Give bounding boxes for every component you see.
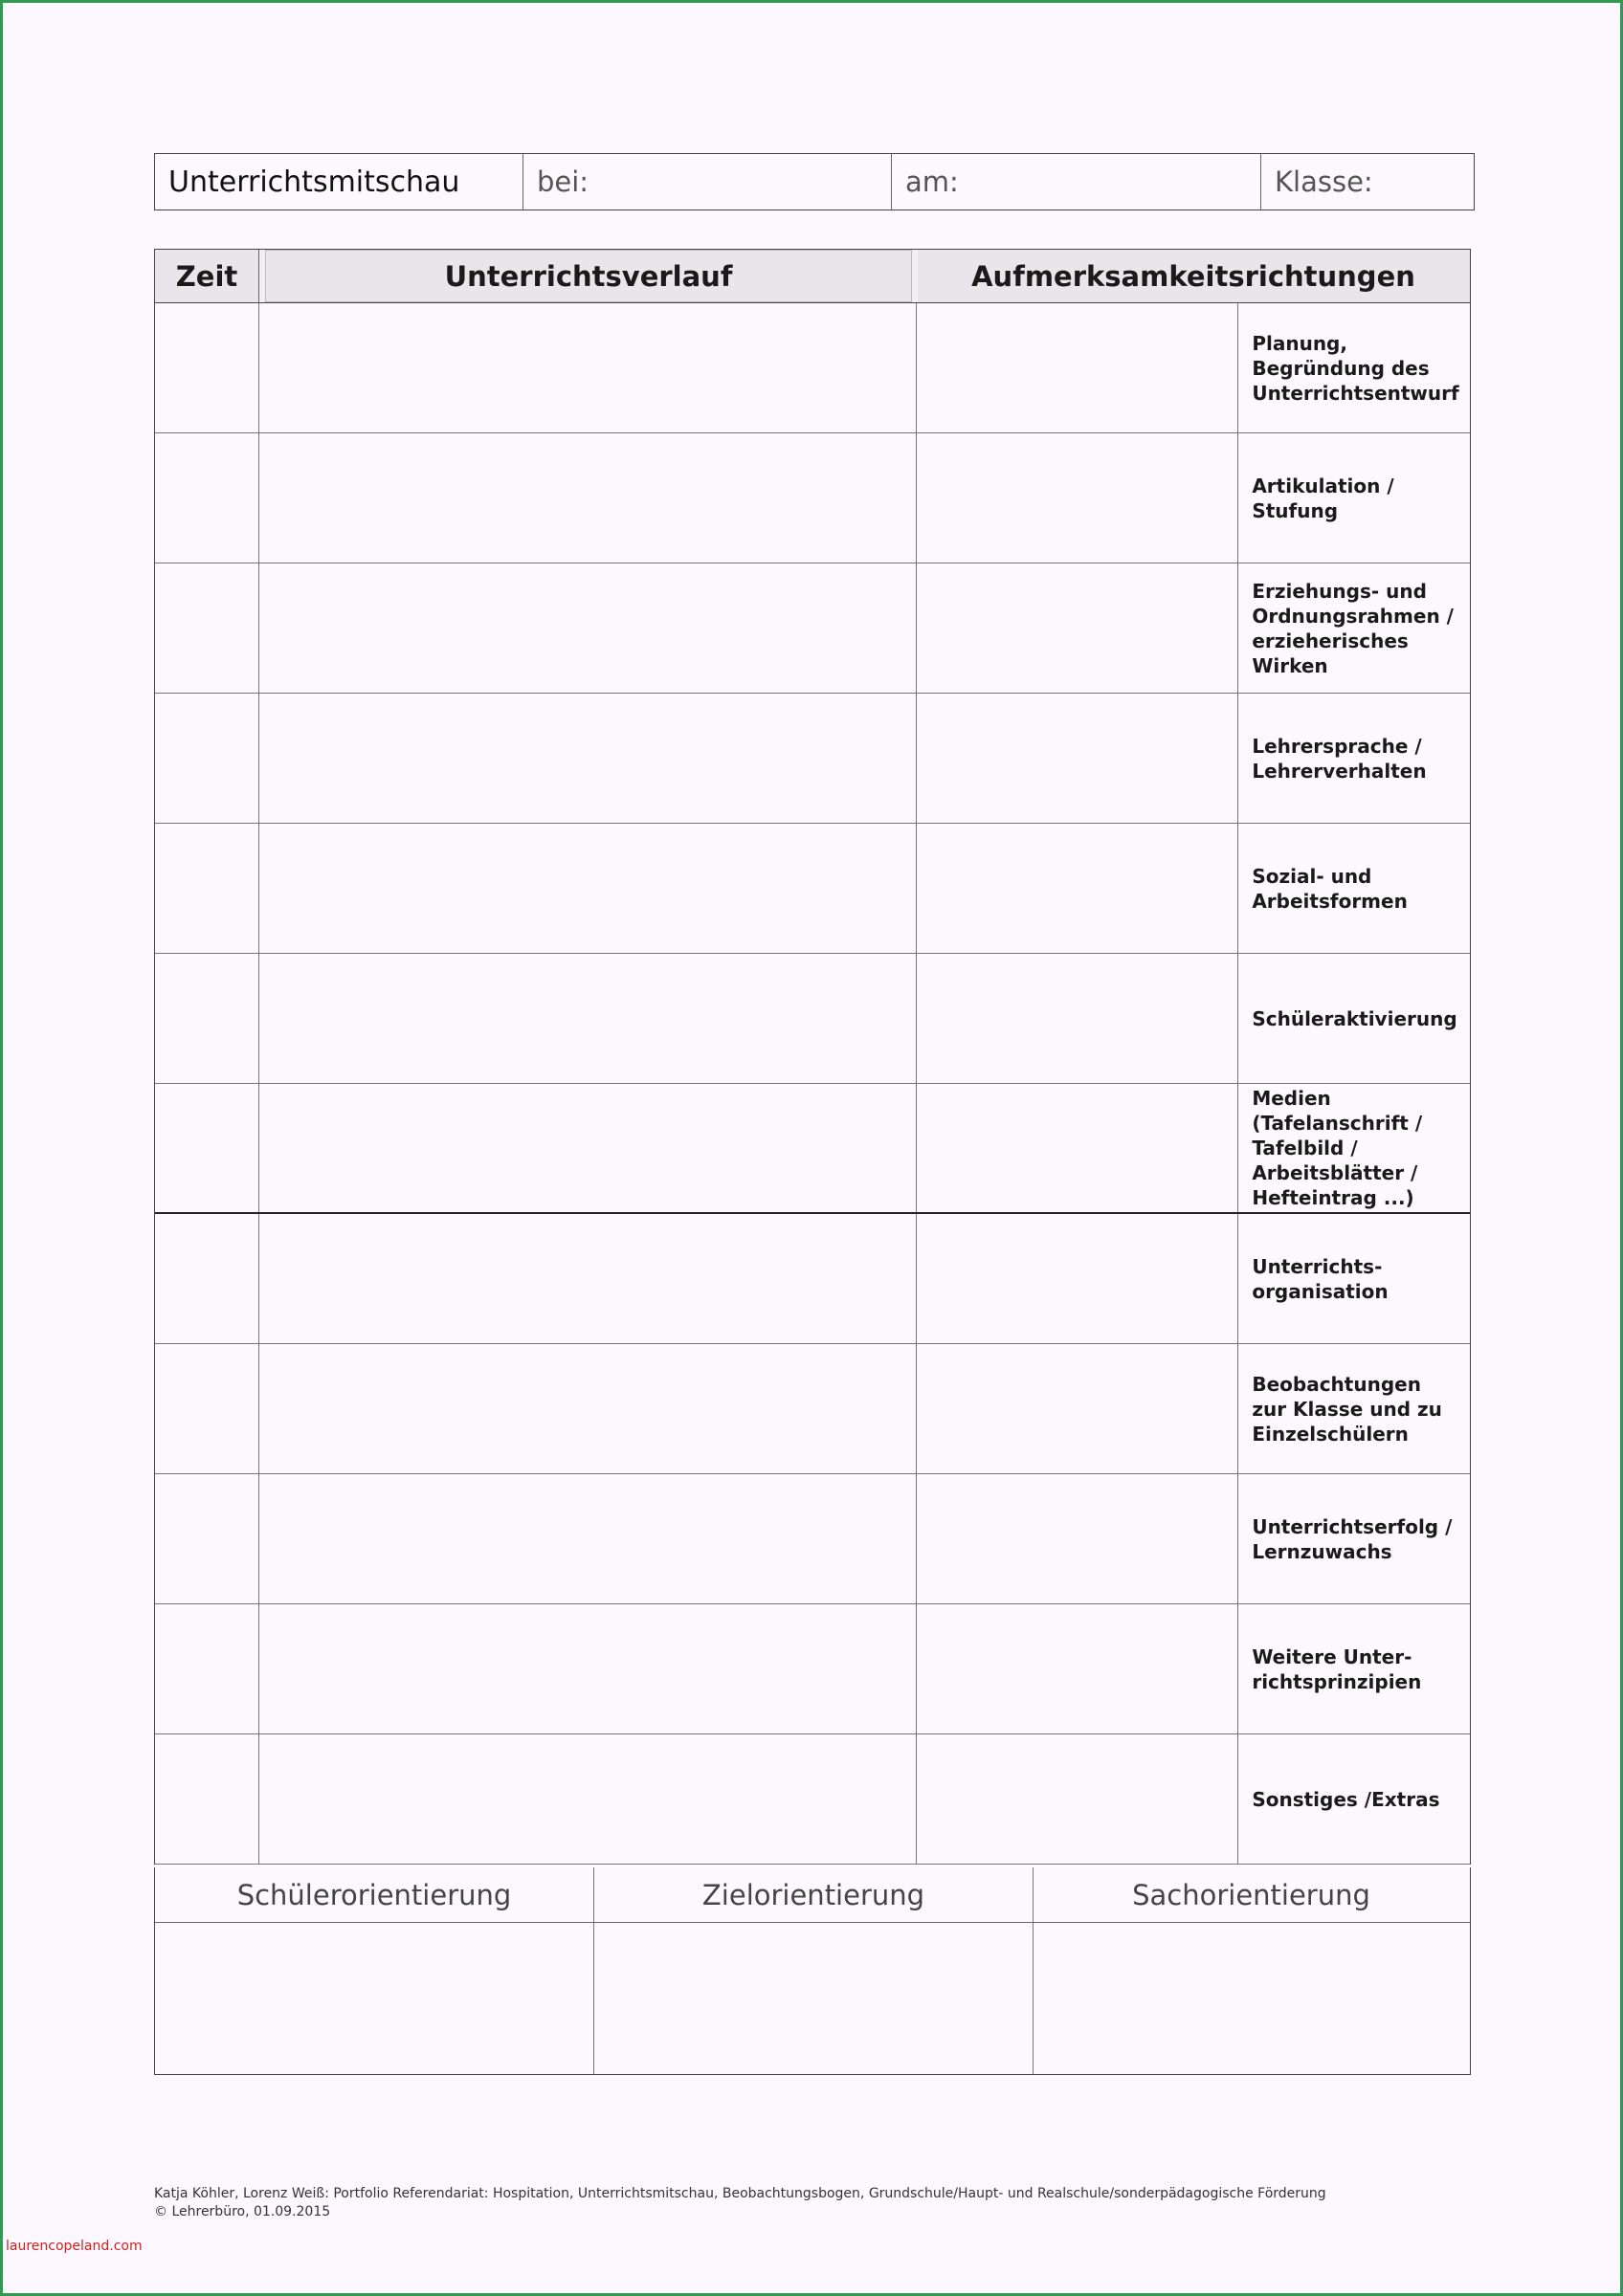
verlauf-cell[interactable] <box>259 694 917 823</box>
notes-cell[interactable] <box>917 1084 1239 1212</box>
criterion-label: Erziehungs- und Ordnungsrahmen / erzieherisches Wirken <box>1252 579 1454 677</box>
verlauf-cell[interactable] <box>259 303 917 432</box>
schuelerorientierung-field[interactable] <box>155 1923 594 2074</box>
criterion-label: Schüleraktivierung <box>1252 1006 1457 1030</box>
notes-cell[interactable] <box>917 563 1239 693</box>
col-zielorientierung: Zielorientierung <box>594 1867 1034 1922</box>
footer <box>154 2185 1326 2221</box>
zeit-cell[interactable] <box>155 303 259 432</box>
footer-citation: Katja Köhler, Lorenz Weiß: Portfolio Referendariat: Hospitation, Unterrichtsmitschau, Beobachtungsbogen, Grundschule/Haupt- und Realschule/sonderpädagogische Förderung <box>154 2186 1326 2201</box>
criterion-label: Lehrersprache / Lehrerverhalten <box>1252 734 1427 783</box>
zeit-cell[interactable] <box>155 824 259 953</box>
notes-cell[interactable] <box>917 1214 1239 1343</box>
col-zeit: Zeit <box>155 250 259 302</box>
notes-cell[interactable] <box>917 1734 1239 1864</box>
criterion-label: Weitere Unter- richtsprinzipien <box>1252 1645 1422 1693</box>
orientation-table <box>154 1867 1471 2075</box>
col-schuelerorientierung: Schülerorientierung <box>155 1867 594 1922</box>
table-row <box>155 1734 1470 1865</box>
table-row <box>155 1084 1470 1214</box>
zeit-cell[interactable] <box>155 1214 259 1343</box>
header-table <box>154 153 1475 210</box>
zielorientierung-field[interactable] <box>594 1923 1034 2074</box>
table-row <box>155 1214 1470 1344</box>
verlauf-cell[interactable] <box>259 824 917 953</box>
form-title: Unterrichtsmitschau <box>155 154 523 210</box>
zeit-cell[interactable] <box>155 1084 259 1212</box>
verlauf-cell[interactable] <box>259 433 917 563</box>
criterion-label: Planung, Begründung des Unterrichtsentwurf <box>1252 331 1459 405</box>
zeit-cell[interactable] <box>155 433 259 563</box>
table-row <box>155 1604 1470 1734</box>
table-row <box>155 433 1470 563</box>
notes-cell[interactable] <box>917 1344 1239 1473</box>
notes-cell[interactable] <box>917 1604 1239 1733</box>
criterion-label: Medien (Tafelanschrift / Tafelbild / Arbeitsblätter / Hefteintrag ...) <box>1252 1087 1423 1209</box>
verlauf-cell[interactable] <box>259 1344 917 1473</box>
zeit-cell[interactable] <box>155 1344 259 1473</box>
observation-grid <box>154 249 1471 1865</box>
sachorientierung-field[interactable] <box>1034 1923 1469 2074</box>
verlauf-cell[interactable] <box>259 954 917 1083</box>
notes-cell[interactable] <box>917 954 1239 1083</box>
zeit-cell[interactable] <box>155 563 259 693</box>
verlauf-cell[interactable] <box>259 1214 917 1343</box>
footer-copyright: © Lehrerbüro, 01.09.2015 <box>154 2204 331 2219</box>
verlauf-cell[interactable] <box>259 563 917 693</box>
zeit-cell[interactable] <box>155 694 259 823</box>
notes-cell[interactable] <box>917 303 1239 432</box>
criterion-label: Unterrichtserfolg / Lernzuwachs <box>1252 1514 1453 1563</box>
zeit-cell[interactable] <box>155 1734 259 1864</box>
table-row <box>155 694 1470 824</box>
table-row <box>155 954 1470 1084</box>
zeit-cell[interactable] <box>155 1474 259 1603</box>
verlauf-cell[interactable] <box>259 1734 917 1864</box>
criterion-label: Sozial- und Arbeitsformen <box>1252 864 1408 913</box>
verlauf-cell[interactable] <box>259 1084 917 1212</box>
orientation-body <box>155 1923 1470 2074</box>
grid-rows <box>154 303 1471 1865</box>
table-row <box>155 1344 1470 1474</box>
notes-cell[interactable] <box>917 824 1239 953</box>
criterion-label: Beobachtungen zur Klasse und zu Einzelschülern <box>1252 1372 1442 1446</box>
criterion-label: Sonstiges /Extras <box>1252 1787 1440 1811</box>
criterion-label: Artikulation / Stufung <box>1252 474 1394 522</box>
notes-cell[interactable] <box>917 694 1239 823</box>
table-row <box>155 563 1470 694</box>
am-field[interactable]: am: <box>892 154 1261 210</box>
verlauf-cell[interactable] <box>259 1474 917 1603</box>
zeit-cell[interactable] <box>155 1604 259 1733</box>
table-row <box>155 824 1470 954</box>
notes-cell[interactable] <box>917 1474 1239 1603</box>
grid-header <box>154 249 1471 303</box>
bei-field[interactable]: bei: <box>523 154 892 210</box>
table-row <box>155 303 1470 433</box>
zeit-cell[interactable] <box>155 954 259 1083</box>
orientation-header <box>155 1867 1470 1923</box>
col-unterrichtsverlauf: Unterrichtsverlauf <box>259 250 918 302</box>
klasse-field[interactable]: Klasse: <box>1275 166 1373 198</box>
criterion-label: Unterrichts- organisation <box>1252 1254 1389 1303</box>
col-sachorientierung: Sachorientierung <box>1132 1878 1370 1911</box>
verlauf-cell[interactable] <box>259 1604 917 1733</box>
table-row <box>155 1474 1470 1604</box>
watermark: laurencopeland.com <box>6 2239 143 2254</box>
col-aufmerksamkeitsrichtungen: Aufmerksamkeitsrichtungen <box>971 259 1415 293</box>
notes-cell[interactable] <box>917 433 1239 563</box>
